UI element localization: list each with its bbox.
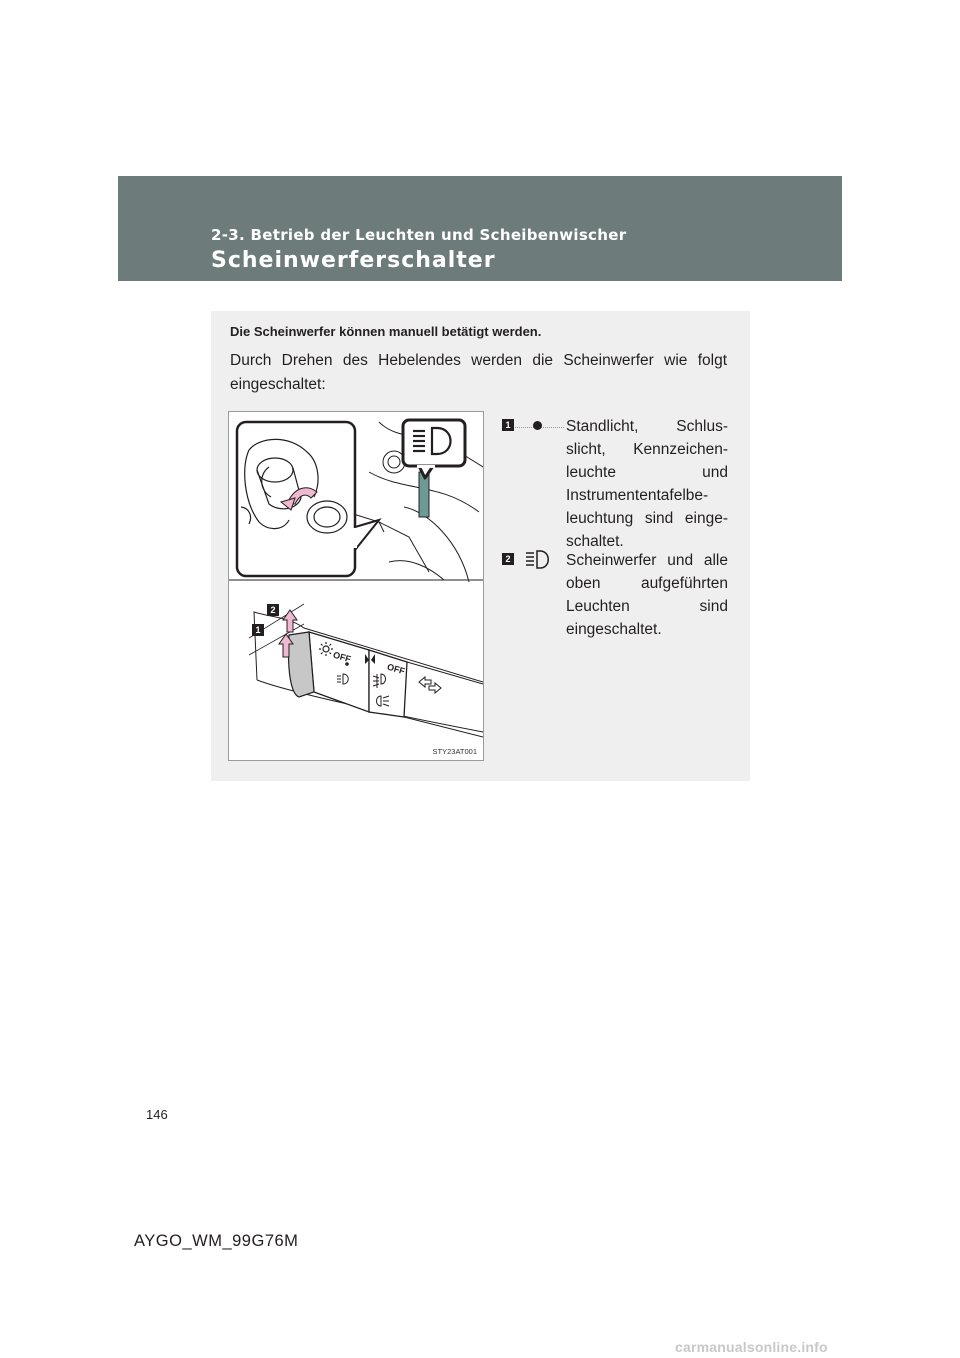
- page-title: Scheinwerferschalter: [211, 248, 496, 273]
- section-label: 2-3. Betrieb der Leuchten und Scheibenwischer: [211, 226, 627, 244]
- item-number-badge: 1: [502, 419, 514, 431]
- intro-text: Durch Drehen des Hebelendes werden die Scheinwerfer wie folgt eingeschaltet:: [230, 352, 727, 393]
- lever-stalk: [249, 604, 483, 737]
- off-label-2: OFF: [385, 661, 407, 677]
- item-number-badge: 2: [502, 553, 514, 565]
- hand-inset: [237, 422, 379, 576]
- figure-badge-1: 1: [252, 624, 264, 636]
- headlight-switch-illustration: [229, 412, 483, 760]
- turn-signal-arrows-icon: [419, 677, 441, 693]
- headlight-icon-bubble: [403, 420, 465, 478]
- figure-code: STY23AT001: [432, 747, 477, 756]
- figure-badge-2: 2: [267, 604, 279, 616]
- parking-light-dot-icon: [533, 421, 542, 430]
- headlight-switch-figure: [228, 411, 484, 761]
- off-label: OFF: [331, 649, 353, 665]
- intro-bold-text: Die Scheinwerfer können manuell betätigt werden.: [230, 324, 542, 339]
- item-text: Scheinwerfer und alle oben aufgeführten Leuchten sind eingeschaltet.: [566, 552, 728, 638]
- page-number: 146: [146, 1107, 168, 1122]
- item-text: Standlicht, Schlusslicht, Kennzeichenleuchte und Instrumententafelbeleuchtung sind eingeschaltet.: [566, 418, 728, 550]
- watermark: carmanualsonline.info: [675, 1339, 828, 1355]
- document-code: AYGO_WM_99G76M: [134, 1232, 299, 1250]
- header-band: [118, 176, 842, 281]
- headlight-icon: [524, 550, 550, 570]
- content-box: [211, 311, 750, 781]
